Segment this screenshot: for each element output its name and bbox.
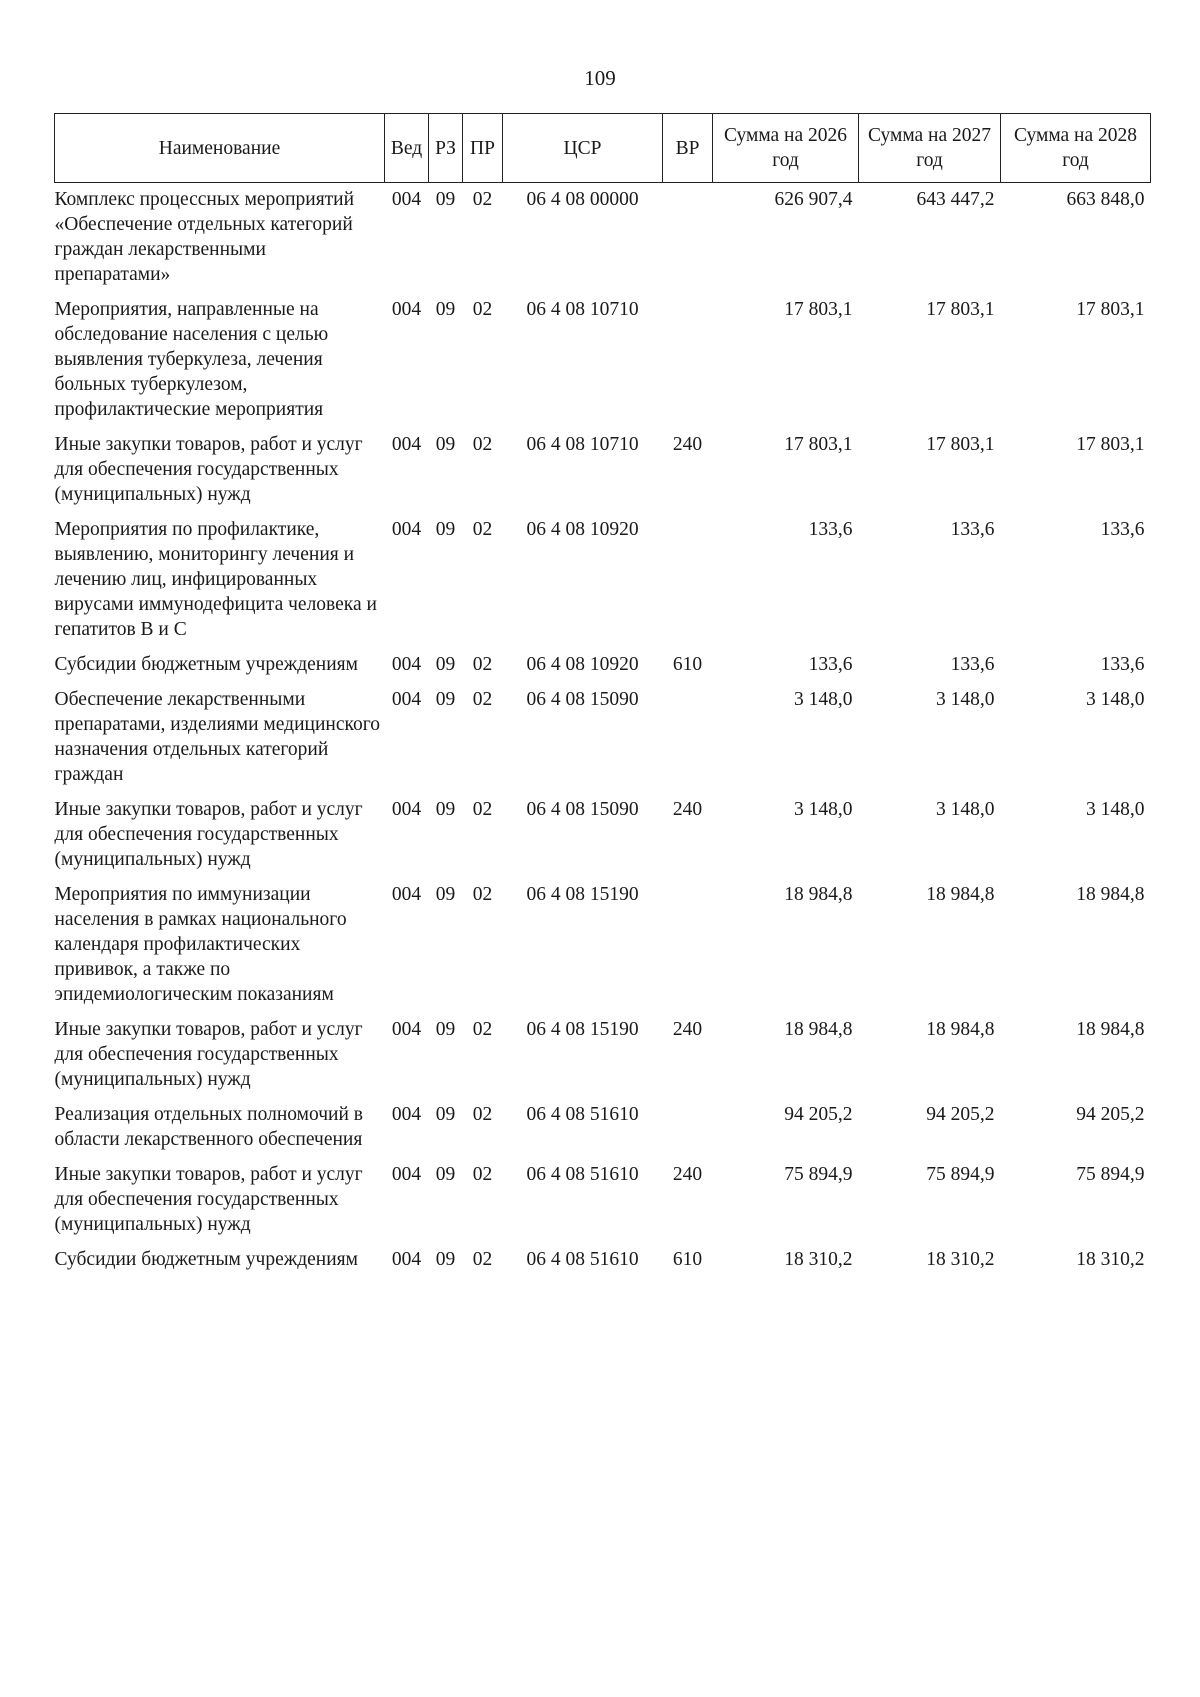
row-sum-2027: 17 803,1 (926, 434, 995, 455)
row-sum-2026: 626 907,4 (774, 189, 853, 210)
header-sum-2027: Сумма на 2027 год (859, 114, 1001, 183)
row-ved: 004 (391, 189, 422, 210)
table-row (55, 513, 1151, 648)
row-rz: 09 (435, 1164, 456, 1185)
row-ved: 004 (391, 799, 422, 820)
row-sum-2026: 133,6 (808, 654, 853, 675)
row-ved: 004 (391, 434, 422, 455)
row-name: Иные закупки товаров, работ и услуг для обеспечения государственных (муниципальных) нужд (54, 1019, 363, 1090)
row-name: Обеспечение лекарственными препаратами, изделиями медицинского назначения отдельных категорий граждан (54, 689, 380, 785)
row-name: Иные закупки товаров, работ и услуг для обеспечения государственных (муниципальных) нужд (54, 1164, 363, 1235)
row-sum-2028: 94 205,2 (1076, 1104, 1145, 1125)
row-csr: 06 4 08 15090 (526, 799, 639, 820)
row-pr: 02 (472, 799, 493, 820)
table-row (55, 293, 1151, 428)
row-ved: 004 (391, 884, 422, 905)
row-sum-2026: 94 205,2 (784, 1104, 853, 1125)
row-rz: 09 (435, 299, 456, 320)
row-name: Реализация отдельных полномочий в области лекарственного обеспечения (54, 1104, 363, 1150)
row-pr: 02 (472, 434, 493, 455)
row-pr: 02 (472, 884, 493, 905)
row-pr: 02 (472, 1019, 493, 1040)
row-sum-2027: 94 205,2 (926, 1104, 995, 1125)
row-sum-2028: 3 148,0 (1086, 689, 1145, 710)
row-sum-2026: 17 803,1 (784, 434, 853, 455)
row-name: Субсидии бюджетным учреждениям (54, 654, 358, 675)
row-sum-2028: 75 894,9 (1076, 1164, 1145, 1185)
row-name: Мероприятия, направленные на обследование населения с целью выявления туберкулеза, лечения больных туберкулезом, профилактические мероприятия (54, 299, 329, 420)
row-csr: 06 4 08 10710 (526, 434, 639, 455)
row-pr: 02 (472, 299, 493, 320)
row-sum-2026: 75 894,9 (784, 1164, 853, 1185)
row-vr (663, 1098, 713, 1158)
table-row (55, 1158, 1151, 1243)
row-sum-2027: 133,6 (950, 519, 995, 540)
header-name: Наименование (55, 114, 385, 183)
table-row (55, 183, 1151, 294)
row-csr: 06 4 08 10920 (526, 654, 639, 675)
row-pr: 02 (472, 1164, 493, 1185)
row-sum-2028: 18 984,8 (1076, 884, 1145, 905)
row-vr: 610 (672, 654, 703, 675)
row-rz: 09 (435, 884, 456, 905)
row-csr: 06 4 08 51610 (526, 1249, 639, 1270)
row-name: Мероприятия по профилактике, выявлению, мониторингу лечения и лечению лиц, инфицированных вирусами иммунодефицита человека и гепатитов B и C (54, 519, 377, 640)
row-ved: 004 (391, 519, 422, 540)
table-row (55, 1013, 1151, 1098)
row-sum-2027: 3 148,0 (936, 689, 995, 710)
row-csr: 06 4 08 15090 (526, 689, 639, 710)
row-sum-2028: 663 848,0 (1066, 189, 1145, 210)
row-sum-2026: 18 984,8 (784, 884, 853, 905)
row-rz: 09 (435, 1019, 456, 1040)
table-row (55, 648, 1151, 683)
row-sum-2026: 18 310,2 (784, 1249, 853, 1270)
header-pr: ПР (463, 114, 503, 183)
row-vr (663, 878, 713, 1013)
header-rz: РЗ (429, 114, 463, 183)
row-sum-2027: 75 894,9 (926, 1164, 995, 1185)
row-rz: 09 (435, 1104, 456, 1125)
row-sum-2026: 17 803,1 (784, 299, 853, 320)
row-sum-2028: 17 803,1 (1076, 299, 1145, 320)
row-sum-2026: 3 148,0 (794, 799, 853, 820)
row-sum-2027: 17 803,1 (926, 299, 995, 320)
row-name: Мероприятия по иммунизации населения в рамках национального календаря профилактических прививок, а также по эпидемиологическим показаниям (54, 884, 347, 1005)
budget-table (54, 113, 1151, 1278)
row-vr: 240 (672, 1019, 703, 1040)
row-pr: 02 (472, 689, 493, 710)
row-pr: 02 (472, 519, 493, 540)
table-row (55, 428, 1151, 513)
row-pr: 02 (472, 189, 493, 210)
table-row (55, 878, 1151, 1013)
row-sum-2027: 3 148,0 (936, 799, 995, 820)
row-sum-2027: 133,6 (950, 654, 995, 675)
row-rz: 09 (435, 654, 456, 675)
row-vr (663, 683, 713, 793)
row-sum-2026: 3 148,0 (794, 689, 853, 710)
table-body (55, 183, 1151, 1279)
table-row (55, 683, 1151, 793)
row-pr: 02 (472, 1249, 493, 1270)
row-rz: 09 (435, 1249, 456, 1270)
row-rz: 09 (435, 799, 456, 820)
table-row (55, 1098, 1151, 1158)
row-vr (663, 513, 713, 648)
row-csr: 06 4 08 10920 (526, 519, 639, 540)
row-pr: 02 (472, 1104, 493, 1125)
row-ved: 004 (391, 689, 422, 710)
row-csr: 06 4 08 15190 (526, 1019, 639, 1040)
row-sum-2026: 133,6 (808, 519, 853, 540)
row-ved: 004 (391, 299, 422, 320)
row-ved: 004 (391, 1249, 422, 1270)
page-number: 109 (584, 66, 616, 90)
row-ved: 004 (391, 1164, 422, 1185)
row-vr: 240 (672, 1164, 703, 1185)
row-name: Субсидии бюджетным учреждениям (54, 1249, 358, 1270)
row-sum-2028: 18 984,8 (1076, 1019, 1145, 1040)
row-csr: 06 4 08 51610 (526, 1104, 639, 1125)
row-sum-2027: 18 310,2 (926, 1249, 995, 1270)
row-name: Иные закупки товаров, работ и услуг для обеспечения государственных (муниципальных) нужд (54, 434, 363, 505)
row-vr: 240 (672, 434, 703, 455)
header-vr: ВР (663, 114, 713, 183)
row-sum-2028: 18 310,2 (1076, 1249, 1145, 1270)
row-sum-2028: 133,6 (1100, 519, 1145, 540)
row-name: Комплекс процессных мероприятий «Обеспечение отдельных категорий граждан лекарственными препаратами» (54, 189, 355, 285)
table-row (55, 793, 1151, 878)
row-vr (663, 183, 713, 294)
header-csr: ЦСР (503, 114, 663, 183)
row-csr: 06 4 08 00000 (526, 189, 639, 210)
row-rz: 09 (435, 434, 456, 455)
header-sum-2026: Сумма на 2026 год (713, 114, 859, 183)
row-rz: 09 (435, 519, 456, 540)
row-ved: 004 (391, 654, 422, 675)
row-vr: 240 (672, 799, 703, 820)
row-pr: 02 (472, 654, 493, 675)
table-row (55, 1243, 1151, 1278)
row-vr: 610 (672, 1249, 703, 1270)
row-csr: 06 4 08 51610 (526, 1164, 639, 1185)
row-csr: 06 4 08 15190 (526, 884, 639, 905)
row-vr (663, 293, 713, 428)
table-header (55, 114, 1151, 183)
row-rz: 09 (435, 189, 456, 210)
row-sum-2028: 17 803,1 (1076, 434, 1145, 455)
row-sum-2028: 133,6 (1100, 654, 1145, 675)
row-csr: 06 4 08 10710 (526, 299, 639, 320)
header-sum-2028: Сумма на 2028 год (1001, 114, 1151, 183)
row-ved: 004 (391, 1104, 422, 1125)
header-ved: Вед (385, 114, 429, 183)
row-sum-2028: 3 148,0 (1086, 799, 1145, 820)
row-sum-2027: 643 447,2 (916, 189, 995, 210)
row-sum-2027: 18 984,8 (926, 884, 995, 905)
row-name: Иные закупки товаров, работ и услуг для обеспечения государственных (муниципальных) нужд (54, 799, 363, 870)
row-sum-2026: 18 984,8 (784, 1019, 853, 1040)
row-rz: 09 (435, 689, 456, 710)
row-ved: 004 (391, 1019, 422, 1040)
row-sum-2027: 18 984,8 (926, 1019, 995, 1040)
